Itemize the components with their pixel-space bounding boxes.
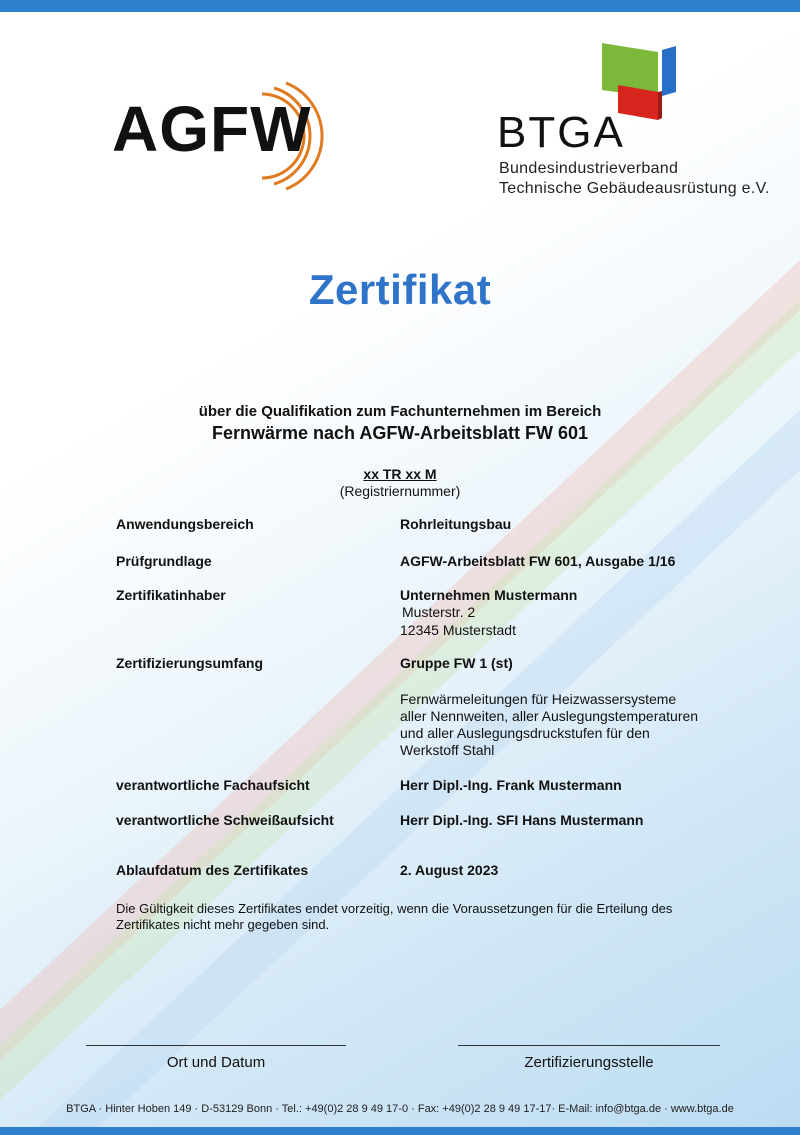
field-value-fachaufsicht: Herr Dipl.-Ing. Frank Mustermann — [400, 777, 622, 793]
field-label-umfang: Zertifizierungsumfang — [116, 655, 264, 671]
top-border-bar — [0, 0, 800, 12]
registration-label: (Registriernummer) — [339, 483, 461, 499]
agfw-logo — [112, 80, 332, 190]
umfang-description-line1: Fernwärmeleitungen für Heizwassersysteme — [400, 691, 677, 707]
btga-subtitle-line2: Technische Gebäudeausrüstung e.V. — [499, 180, 770, 197]
field-value-pruefgrundlage: AGFW-Arbeitsblatt FW 601, Ausgabe 1/16 — [400, 553, 676, 569]
btga-logo-text: BTGA — [497, 108, 625, 157]
umfang-description-line3: und aller Auslegungsdruckstufen für den — [400, 725, 650, 741]
intro-line2: Fernwärme nach AGFW-Arbeitsblatt FW 601 — [211, 423, 589, 443]
btga-subtitle-line1: Bundesindustrieverband — [499, 160, 679, 177]
intro-line1: über die Qualifikation zum Fachunternehmen im Bereich — [198, 403, 602, 420]
field-value-schweissaufsicht: Herr Dipl.-Ing. SFI Hans Mustermann — [400, 812, 644, 828]
signature-line-right — [458, 1045, 720, 1046]
certificate-title: Zertifikat — [308, 266, 492, 313]
field-label-zertifikatinhaber: Zertifikatinhaber — [116, 587, 226, 603]
validity-note — [116, 901, 716, 933]
field-value-ablaufdatum: 2. August 2023 — [400, 862, 499, 878]
signature-label-place-date: Ort und Datum — [166, 1054, 266, 1071]
field-label-ablaufdatum: Ablaufdatum des Zertifikates — [116, 862, 309, 878]
field-label-anwendungsbereich: Anwendungsbereich — [116, 516, 254, 532]
field-label-schweissaufsicht: verantwortliche Schweißaufsicht — [116, 812, 334, 828]
signature-label-certification-body: Zertifizierungsstelle — [524, 1054, 654, 1071]
field-value-anwendungsbereich: Rohrleitungsbau — [400, 516, 512, 532]
field-value-holder-street: Musterstr. 2 — [402, 604, 476, 620]
field-label-pruefgrundlage: Prüfgrundlage — [116, 553, 212, 569]
bottom-border-bar — [0, 1127, 800, 1135]
field-value-holder-city: 12345 Musterstadt — [400, 622, 516, 638]
validity-note-line2: Zertifikates nicht mehr gegeben sind. — [116, 917, 330, 932]
footer-contact: BTGA · Hinter Hoben 149 · D-53129 Bonn · Tel.: +49(0)2 28 9 49 17-0 · Fax: +49(0)2 28 9 49 17-17· E-Mail: info@btga.de · www.btga.de — [66, 1103, 734, 1115]
field-label-fachaufsicht: verantwortliche Fachaufsicht — [116, 777, 310, 793]
validity-note-line1: Die Gültigkeit dieses Zertifikates endet vorzeitig, wenn die Voraussetzungen für die Erteilung des — [116, 901, 673, 916]
umfang-description-line2: aller Nennweiten, aller Auslegungstemperaturen — [400, 708, 699, 724]
registration-number: xx TR xx M — [363, 466, 437, 482]
field-value-holder-name: Unternehmen Mustermann — [400, 587, 578, 603]
umfang-description-line4: Werkstoff Stahl — [400, 742, 495, 758]
field-value-umfang: Gruppe FW 1 (st) — [400, 655, 513, 671]
agfw-logo-text: AGFW — [112, 93, 312, 165]
signature-line-left — [86, 1045, 346, 1046]
